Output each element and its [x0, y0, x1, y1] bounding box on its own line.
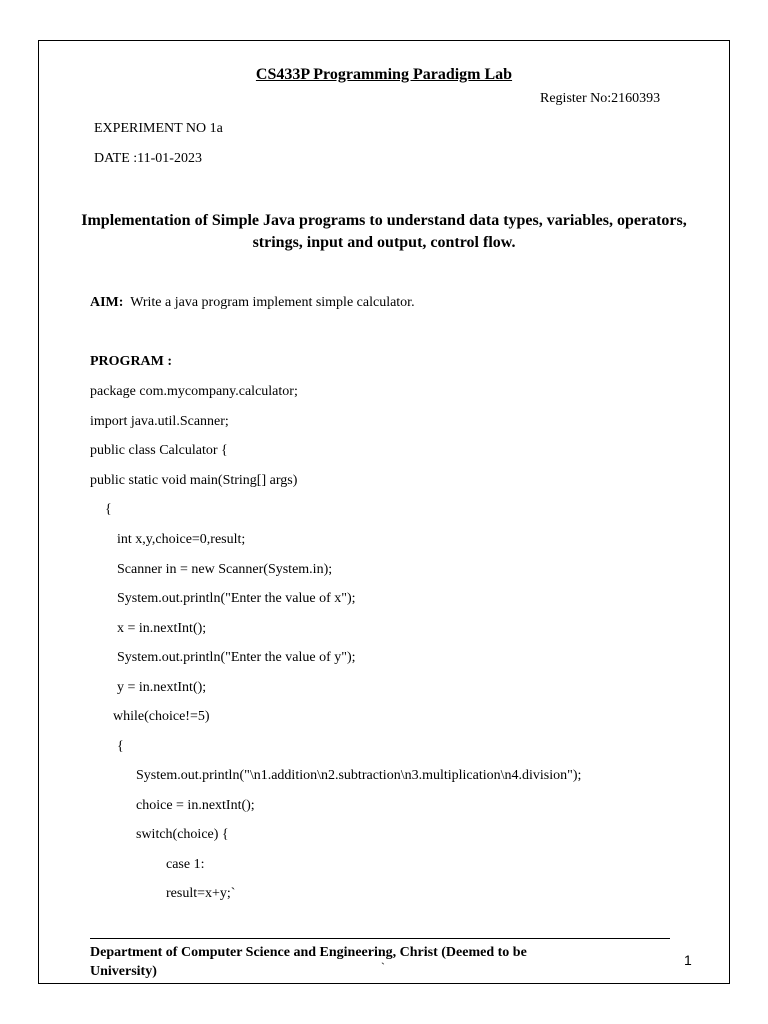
code-line: x = in.nextInt(); [117, 621, 207, 636]
aim-text: Write a java program implement simple calculator. [130, 295, 415, 310]
code-line: choice = in.nextInt(); [136, 798, 255, 813]
code-line: import java.util.Scanner; [90, 414, 229, 429]
code-line: while(choice!=5) [113, 709, 210, 724]
code-line: result=x+y;` [166, 886, 236, 901]
code-line: System.out.println("Enter the value of x"); [117, 591, 356, 606]
code-line: package com.mycompany.calculator; [90, 384, 298, 399]
code-line: System.out.println("\n1.addition\n2.subtraction\n3.multiplication\n4.division"); [136, 768, 582, 783]
register-number: Register No:2160393 [540, 91, 661, 106]
footer-rule [90, 938, 670, 939]
aim-section [90, 295, 415, 311]
page-number: 1 [684, 952, 692, 968]
code-line: case 1: [166, 857, 205, 872]
code-line: y = in.nextInt(); [117, 680, 207, 695]
course-title: CS433P Programming Paradigm Lab [255, 66, 513, 83]
code-line: public class Calculator { [90, 443, 228, 458]
experiment-heading: Implementation of Simple Java programs to understand data types, variables, operators, strings, input and output, control flow. [81, 212, 687, 251]
code-line: { [117, 739, 124, 754]
footer-stray-mark: ` [381, 960, 385, 974]
code-line: System.out.println("Enter the value of y"); [117, 650, 356, 665]
code-line: { [105, 502, 112, 517]
experiment-date: DATE :11-01-2023 [94, 151, 202, 166]
aim-label: AIM: [90, 295, 124, 310]
code-line: Scanner in = new Scanner(System.in); [117, 562, 333, 577]
code-line: public static void main(String[] args) [90, 473, 298, 488]
footer-department: Department of Computer Science and Engineering, Christ (Deemed to be University) [90, 945, 527, 979]
program-label: PROGRAM : [90, 354, 173, 369]
code-line: int x,y,choice=0,result; [117, 532, 246, 547]
experiment-number: EXPERIMENT NO 1a [94, 121, 223, 136]
code-line: switch(choice) { [136, 827, 229, 842]
